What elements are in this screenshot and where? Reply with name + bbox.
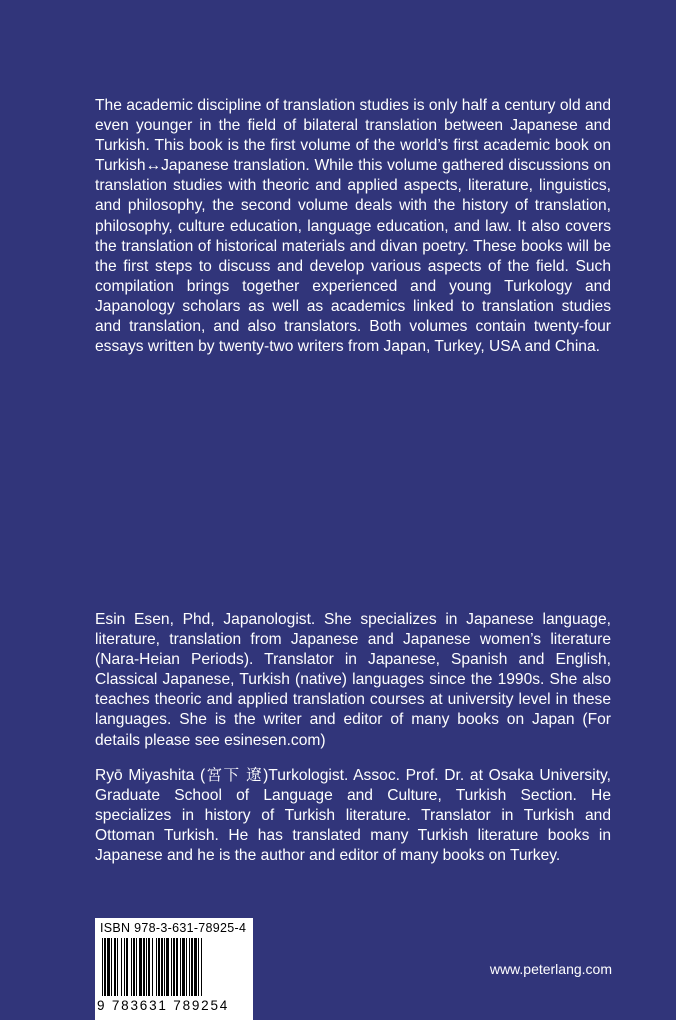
publisher-website-link[interactable]: www.peterlang.com [489, 961, 612, 977]
author-bio-esin-esen: Esin Esen, Phd, Japanologist. She specializes in Japanese language, literature, translation from Japanese and Japanese women’s literature (Nara-Heian Periods). Translator in Japanese, Spanish and English, Classical Japanese, Turkish (native) languages since the 1990s. She also teaches theoric and applied translation courses at university level in these languages. She is the writer and editor of many books on Japan (For details please see esinesen.com) [95, 611, 611, 749]
author-bio-ryo-miyashita: Ryō Miyashita (宮下 遼)Turkologist. Assoc. Prof. Dr. at Osaka University, Graduate School of Language and Culture, Turkish Section. He specializes in history of Turkish literature. Translator in Turkish and Ottoman Turkish. He has translated many Turkish literature books in Japanese and he is the author and editor of many books on Turkey. [95, 767, 611, 865]
ean-number: 9 783631 789254 [97, 998, 230, 1013]
isbn-label: ISBN 978-3-631-78925-4 [100, 921, 247, 935]
barcode-icon [98, 938, 250, 996]
isbn-barcode-block [95, 918, 253, 1020]
book-description: The academic discipline of translation studies is only half a century old and even younger in the field of bilateral translation between Japanese and Turkish. This book is the first volume of the world’s first academic book on Turkish↔Japanese translation. While this volume gathered discussions on translation studies with theoric and applied aspects, literature, linguistics, and philosophy, the second volume deals with the history of translation, philosophy, culture education, language education, and law. It also covers the translation of historical materials and divan poetry. These books will be the first steps to discuss and develop various aspects of the field. Such compilation brings together experienced and young Turkology and Japanology scholars as well as academics linked to translation studies and translation, and also translators. Both volumes contain twenty-four essays written by twenty-two writers from Japan, Turkey, USA and China. [95, 97, 611, 356]
